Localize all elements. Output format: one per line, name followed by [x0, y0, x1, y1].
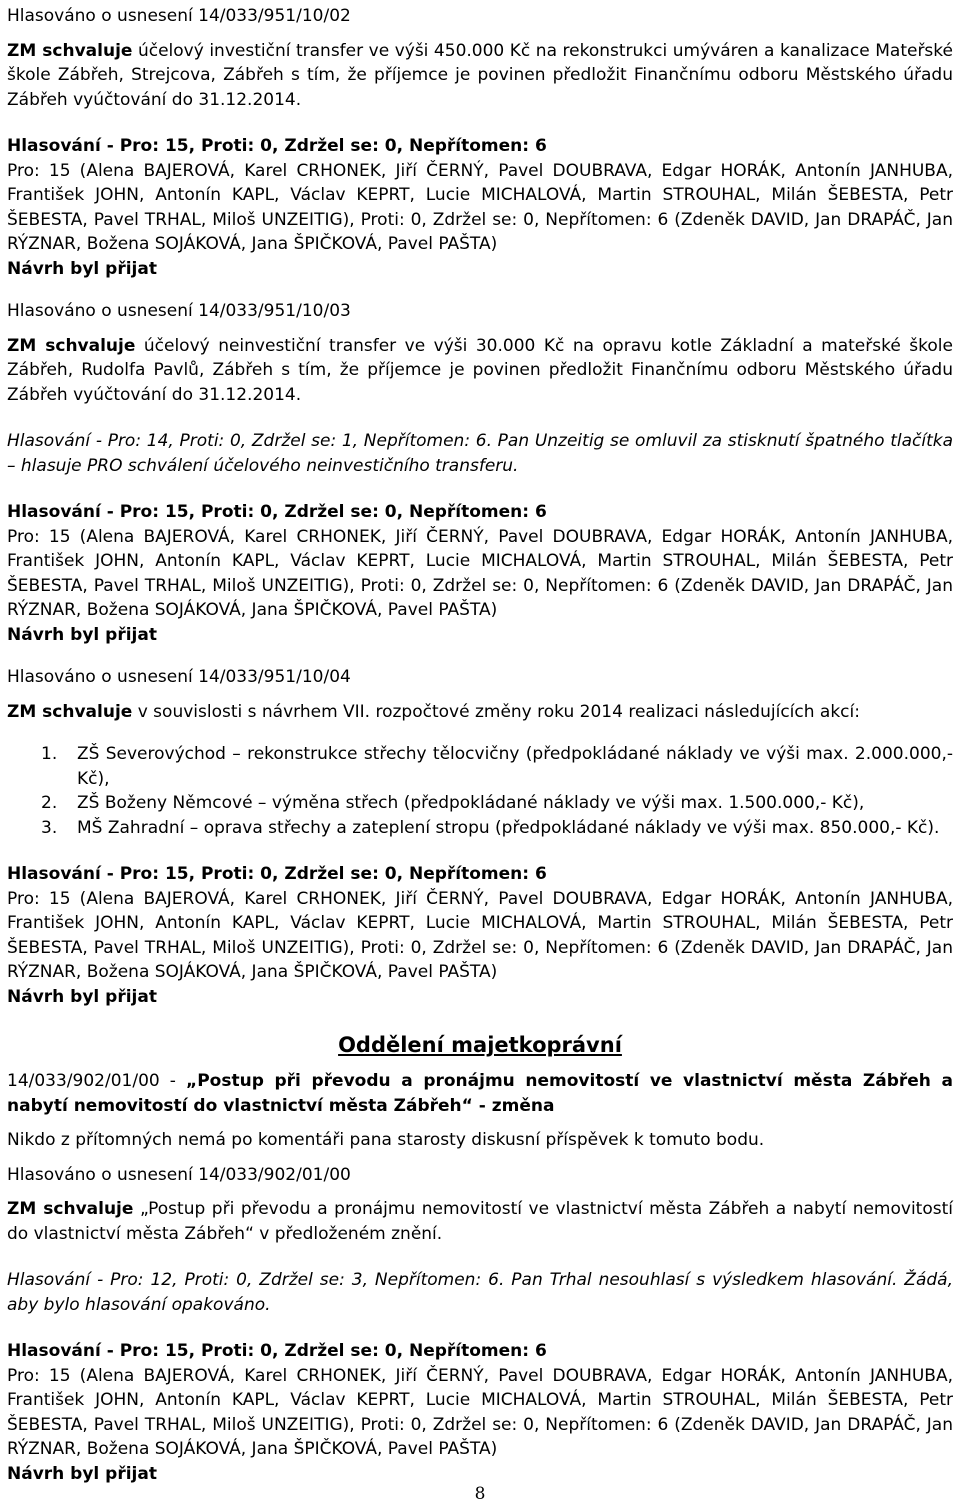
list-item: 3. MŠ Zahradní – oprava střechy a zateplení stropu (předpokládané náklady ve výši max. 850.000,- Kč).: [41, 817, 940, 838]
zm-approves-label: ZM schvaluje: [7, 701, 133, 722]
resolution-body: v souvislosti s návrhem VII. rozpočtové změny roku 2014 realizaci následujících akcí:: [132, 701, 860, 722]
vote-result: Návrh byl přijat: [7, 258, 157, 279]
page-number: 8: [474, 1484, 486, 1504]
document-page: [7, 4, 953, 1486]
resolution-header: Hlasováno o usnesení 14/033/951/10/02: [7, 6, 351, 26]
vote-title: Hlasování - Pro: 15, Proti: 0, Zdržel se: 0, Nepřítomen: 6: [7, 1341, 547, 1361]
vote-title: Hlasování - Pro: 15, Proti: 0, Zdržel se: 0, Nepřítomen: 6: [7, 864, 547, 884]
vote-detail: Pro: 15 (Alena BAJEROVÁ, Karel CRHONEK, Jiří ČERNÝ, Pavel DOUBRAVA, Edgar HORÁK, Antonín JANHUBA, František JOHN, Antonín KAPL, Václav KEPRT, Lucie MICHALOVÁ, Martin STROUHAL, Milán ŠEBESTA, Petr ŠEBESTA, Pavel TRHAL, Miloš UNZEITIG), Proti: 0, Zdržel se: 0, Nepřítomen: 6 (Zdeněk DAVID, Jan DRAPÁČ, Jan RÝZNAR, Božena SOJÁKOVÁ, Jana ŠPIČKOVÁ, Pavel PAŠTA): [7, 1365, 953, 1459]
resolution-text: [7, 334, 953, 408]
discussion-comment: Nikdo z přítomných nemá po komentáři pana starosty diskusní příspěvek k tomuto bodu.: [7, 1130, 765, 1150]
resolution-body: „Postup při převodu a pronájmu nemovitostí ve vlastnictví města Zábřeh a nabytí nemovitostí do vlastnictví města Zábřeh“ v předloženém znění.: [7, 1199, 953, 1244]
list-item: 2. ZŠ Boženy Němcové – výměna střech (předpokládané náklady ve výši max. 1.500.000,- Kč),: [41, 793, 865, 813]
resolution-text: [7, 39, 953, 113]
vote-result: Návrh byl přijat: [7, 1463, 157, 1484]
vote-note: Hlasování - Pro: 14, Proti: 0, Zdržel se: 1, Nepřítomen: 6. Pan Unzeitig se omluvil za stisknutí špatného tlačítka – hlasuje PRO schválení účelového neinvestičního transferu.: [7, 431, 953, 476]
vote-detail: Pro: 15 (Alena BAJEROVÁ, Karel CRHONEK, Jiří ČERNÝ, Pavel DOUBRAVA, Edgar HORÁK, Antonín JANHUBA, František JOHN, Antonín KAPL, Václav KEPRT, Lucie MICHALOVÁ, Martin STROUHAL, Milán ŠEBESTA, Petr ŠEBESTA, Pavel TRHAL, Miloš UNZEITIG), Proti: 0, Zdržel se: 0, Nepřítomen: 6 (Zdeněk DAVID, Jan DRAPÁČ, Jan RÝZNAR, Božena SOJÁKOVÁ, Jana ŠPIČKOVÁ, Pavel PAŠTA): [7, 160, 953, 254]
vote-note: Hlasování - Pro: 12, Proti: 0, Zdržel se: 3, Nepřítomen: 6. Pan Trhal nesouhlasí s výsledkem hlasování. Žádá, aby bylo hlasování opakováno.: [7, 1270, 953, 1315]
resolution-header: Hlasováno o usnesení 14/033/951/10/03: [7, 301, 351, 321]
zm-approves-label: ZM schvaluje: [7, 40, 133, 61]
agenda-item-title: 14/033/902/01/00 - „Postup při převodu a pronájmu nemovitostí ve vlastnictví města Zábřeh a nabytí nemovitostí do vlastnictví města Zábřeh“ - změna: [7, 1071, 953, 1116]
vote-result: Návrh byl přijat: [7, 986, 157, 1007]
resolution-body: účelový neinvestiční transfer ve výši 30.000 Kč na opravu kotle Základní a mateřské škole Zábřeh, Rudolfa Pavlů, Zábřeh s tím, že příjemce je povinen předložit Finančnímu odboru Městského úřadu Zábřeh vyúčtování do 31.12.2014.: [7, 335, 953, 405]
section-title: Oddělení majetkoprávní: [338, 1033, 622, 1057]
vote-title: Hlasování - Pro: 15, Proti: 0, Zdržel se: 0, Nepřítomen: 6: [7, 502, 547, 522]
resolution-header: Hlasováno o usnesení 14/033/951/10/04: [7, 667, 351, 687]
list-item: 1. ZŠ Severovýchod – rekonstrukce střechy tělocvičny (předpokládané náklady ve výši max. 2.000.000,- Kč),: [41, 744, 953, 789]
resolution-text: [7, 1197, 953, 1246]
resolution-body: účelový investiční transfer ve výši 450.000 Kč na rekonstrukci umýváren a kanalizace Mateřské škole Zábřeh, Strejcova, Zábřeh s tím, že příjemce je povinen předložit Finančnímu odboru Městského úřadu Zábřeh vyúčtování do 31.12.2014.: [7, 40, 953, 110]
action-list: [7, 742, 953, 840]
vote-title: Hlasování - Pro: 15, Proti: 0, Zdržel se: 0, Nepřítomen: 6: [7, 136, 547, 156]
zm-approves-label: ZM schvaluje: [7, 1199, 134, 1219]
resolution-header: Hlasováno o usnesení 14/033/902/01/00: [7, 1164, 351, 1185]
zm-approves-label: ZM schvaluje: [7, 335, 136, 356]
vote-result: Návrh byl přijat: [7, 624, 157, 645]
vote-detail: Pro: 15 (Alena BAJEROVÁ, Karel CRHONEK, Jiří ČERNÝ, Pavel DOUBRAVA, Edgar HORÁK, Antonín JANHUBA, František JOHN, Antonín KAPL, Václav KEPRT, Lucie MICHALOVÁ, Martin STROUHAL, Milán ŠEBESTA, Petr ŠEBESTA, Pavel TRHAL, Miloš UNZEITIG), Proti: 0, Zdržel se: 0, Nepřítomen: 6 (Zdeněk DAVID, Jan DRAPÁČ, Jan RÝZNAR, Božena SOJÁKOVÁ, Jana ŠPIČKOVÁ, Pavel PAŠTA): [7, 526, 953, 620]
resolution-text: [7, 700, 953, 725]
vote-detail: Pro: 15 (Alena BAJEROVÁ, Karel CRHONEK, Jiří ČERNÝ, Pavel DOUBRAVA, Edgar HORÁK, Antonín JANHUBA, František JOHN, Antonín KAPL, Václav KEPRT, Lucie MICHALOVÁ, Martin STROUHAL, Milán ŠEBESTA, Petr ŠEBESTA, Pavel TRHAL, Miloš UNZEITIG), Proti: 0, Zdržel se: 0, Nepřítomen: 6 (Zdeněk DAVID, Jan DRAPÁČ, Jan RÝZNAR, Božena SOJÁKOVÁ, Jana ŠPIČKOVÁ, Pavel PAŠTA): [7, 888, 953, 982]
